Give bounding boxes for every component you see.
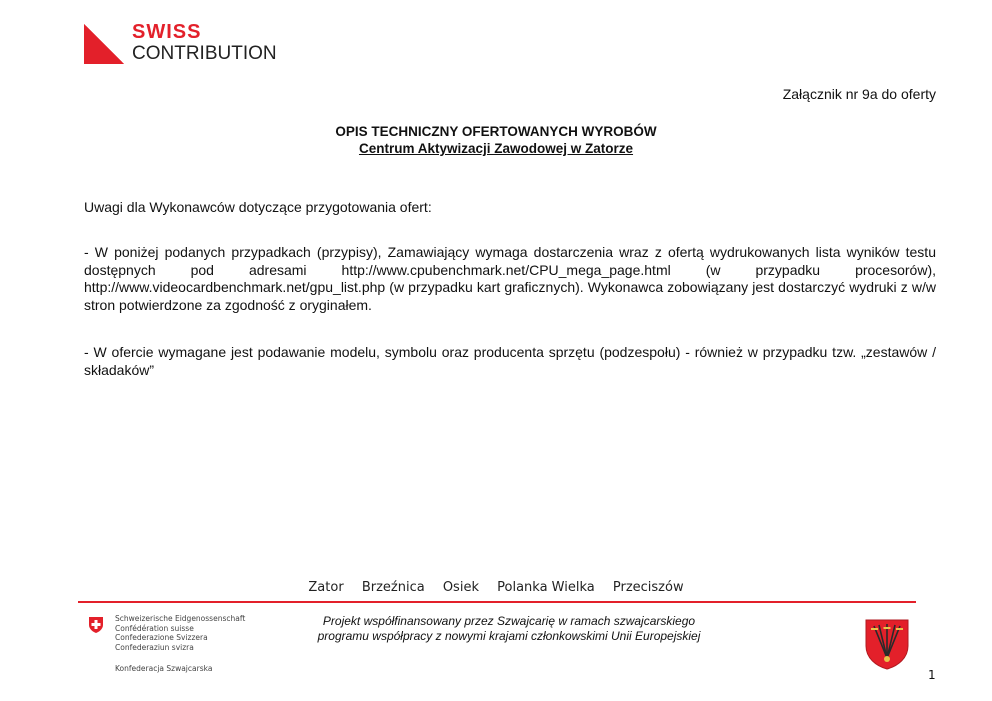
title-main: OPIS TECHNICZNY OFERTOWANYCH WYROBÓW	[335, 124, 657, 139]
confederation-line: Confederaziun svizra	[115, 642, 194, 652]
swiss-shield-icon	[88, 616, 104, 634]
footer-divider	[78, 601, 916, 603]
document-title	[0, 123, 992, 157]
annex-label: Załącznik nr 9a do oferty	[782, 86, 936, 102]
notes-heading: Uwagi dla Wykonawców dotyczące przygotowania ofert:	[84, 199, 432, 215]
coat-of-arms-icon	[864, 618, 910, 670]
town-name: Zator	[308, 580, 344, 595]
project-cofinancing-note	[284, 614, 734, 644]
town-name: Osiek	[442, 580, 479, 595]
project-line: programu współpracy z nowymi krajami członkowskimi Unii Europejskiej	[317, 629, 701, 643]
town-name: Polanka Wielka	[497, 580, 595, 595]
swiss-contribution-logo	[84, 21, 277, 65]
confederation-polish: Konfederacja Szwajcarska	[115, 664, 213, 673]
note-paragraph-model-info: - W ofercie wymagane jest podawanie modelu, symbolu oraz producenta sprzętu (podzespołu) - również w przypadku tzw. „zestawów / składaków”	[84, 344, 936, 378]
town-name: Przeciszów	[612, 580, 684, 595]
page-number: 1	[928, 668, 936, 682]
swiss-contribution-logo-mark	[84, 24, 124, 64]
logo-contribution-text: CONTRIBUTION	[132, 43, 277, 64]
footer-towns	[0, 580, 992, 595]
confederation-line: Confédération suisse	[115, 623, 194, 633]
logo-swiss-text: SWISS	[132, 21, 202, 43]
note-paragraph-benchmarks: - W poniżej podanych przypadkach (przypisy), Zamawiający wymaga dostarczenia wraz z ofertą wydrukowanych lista wyników testu dostępnych pod adresami http://www.cpubenchmark.net/CPU_mega_page.html (w przypadku procesorów), http://www.videocardbenchmark.net/gpu_list.php (w przypadku kart graficznych). Wykonawca zobowiązany jest dostarczyć wydruki z w/w stron potwierdzone za zgodność z oryginałem.	[84, 244, 936, 313]
town-name: Brzeźnica	[361, 580, 425, 595]
project-line: Projekt współfinansowany przez Szwajcarię w ramach szwajcarskiego	[322, 614, 696, 628]
confederation-line: Confederazione Svizzera	[115, 633, 208, 642]
confederation-line: Schweizerische Eidgenossenschaft	[115, 614, 246, 623]
title-subtitle: Centrum Aktywizacji Zawodowej w Zatorze	[358, 141, 634, 156]
swiss-confederation-names	[115, 614, 245, 652]
